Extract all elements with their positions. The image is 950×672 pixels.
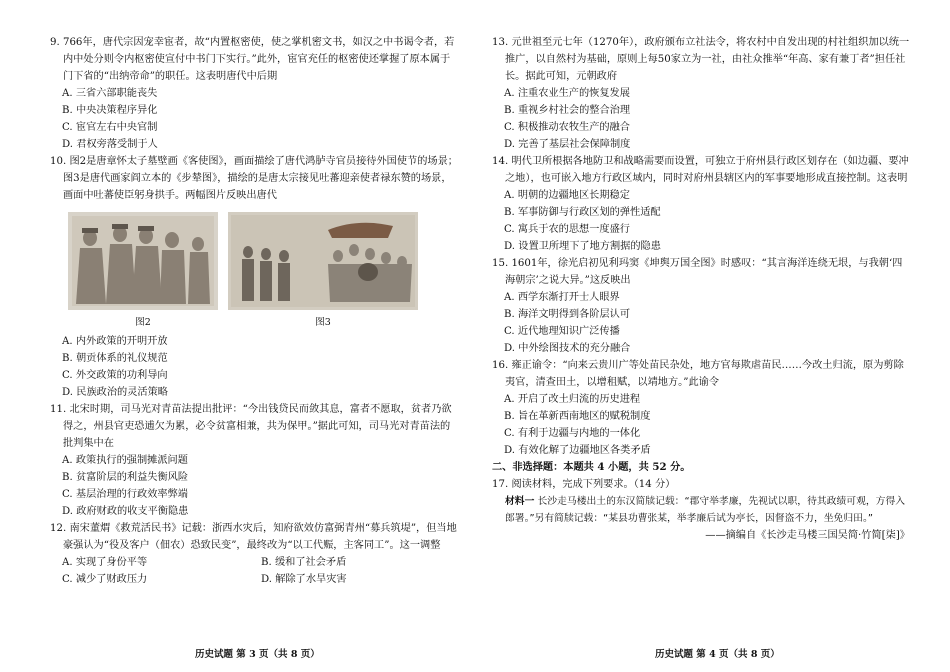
question-15-option-c: C. 近代地理知识广泛传播 (504, 326, 620, 337)
figures-row (68, 212, 460, 331)
question-9-option-a: A. 三省六部职能丧失 (62, 88, 158, 99)
question-13-stem: 13. 元世祖至元七年（1270年），政府颁布立社法令，将农村中自发出现的村社组织加以统一推广，以自然村为基础，原则上每50家立为一社，由社众推举“年高、家有兼丁者”担任社长。据此可知，元朝政府 (492, 37, 910, 82)
material-one-label: 材料一 (505, 496, 535, 507)
footer-page-4: 历史试题 第 4 页（共 8 页） (655, 649, 780, 660)
question-10-option-d: D. 民族政治的灵活策略 (62, 387, 168, 398)
question-11-option-d: D. 政府财政的收支平衡隐患 (62, 506, 189, 517)
footer-page-3: 历史试题 第 3 页（共 8 页） (195, 649, 320, 660)
question-13-option-c: C. 积极推动农牧生产的融合 (504, 122, 630, 133)
bunian-painting-image (228, 212, 418, 310)
question-10-option-c: C. 外交政策的功利导向 (62, 370, 168, 381)
mural-painting-image (68, 212, 218, 310)
question-9-option-d: D. 君权旁落受制于人 (62, 139, 158, 150)
question-16-option-c: C. 有利于边疆与内地的一体化 (504, 428, 641, 439)
question-9-option-b: B. 中央决策程序异化 (62, 105, 158, 116)
question-11-option-b: B. 贫富阶层的利益失衡风险 (62, 472, 189, 483)
question-12-options (50, 554, 460, 588)
right-page (492, 34, 910, 544)
question-16-stem: 16. 雍正谕令：“向来云贵川广等处苗民杂处，地方官每欺虐苗民……今改土归流，原为剪除夷官，清查田土，以增租赋，以靖地方。”此谕令 (492, 360, 904, 388)
material-one-text: 长沙走马楼出土的东汉简牍记载：“郡守举孝廉，先视试以职，待其政绩可观，方得入郎署。”另有简牍记载：“某县功曹张某，举孝廉后试为亭长，因督盗不力，坐免归田。” (505, 496, 906, 524)
question-15-option-d: D. 中外绘图技术的充分融合 (504, 343, 631, 354)
question-12-option-a: A. 实现了身份平等 (62, 557, 148, 568)
question-15-option-a: A. 西学东渐打开士人眼界 (504, 292, 620, 303)
question-14-option-a: A. 明朝的边疆地区长期稳定 (504, 190, 630, 201)
question-14-option-d: D. 设置卫所埋下了地方割据的隐患 (504, 241, 661, 252)
question-15-option-b: B. 海洋文明得到各阶层认可 (504, 309, 631, 320)
question-12-option-d: D. 解除了水旱灾害 (261, 574, 347, 585)
material-one (492, 493, 910, 527)
figure-2-caption: 图2 (135, 317, 151, 328)
question-16-option-b: B. 旨在革新西南地区的赋税制度 (504, 411, 651, 422)
question-11-stem: 11. 北宋时期，司马光对青苗法提出批评：“今出钱贷民而敛其息，富者不愿取，贫者乃欲得之，州县官吏恐逋欠为累，必令贫富相兼，共为保甲。”据此可知，司马光对青苗法的批判集中在 (50, 404, 452, 449)
question-11-option-a: A. 政策执行的强制摊派问题 (62, 455, 188, 466)
question-17-stem: 17. 阅读材料，完成下列要求。（14 分） (492, 479, 676, 490)
question-13-option-b: B. 重视乡村社会的整合治理 (504, 105, 631, 116)
question-12-stem: 12. 南宋董煟《救荒活民书》记载：浙西水灾后，知府欲效仿富弼青州“募兵筑堤”，但当地豪强认为“役及客户（佃农）恐致民变”，最终改为“以工代赈，主客同工”。这一调整 (50, 523, 457, 551)
question-12-option-b: B. 缓和了社会矛盾 (261, 557, 347, 568)
left-page (50, 34, 460, 588)
material-source: ——摘编自《长沙走马楼三国吴简·竹简[柒]》 (705, 530, 910, 541)
question-13-option-a: A. 注重农业生产的恢复发展 (504, 88, 630, 99)
section-2-heading: 二、非选择题：本题共 4 小题，共 52 分。 (492, 461, 691, 473)
question-10-option-a: A. 内外政策的开明开放 (62, 336, 168, 347)
question-14-option-b: B. 军事防御与行政区划的弹性适配 (504, 207, 661, 218)
question-14-option-c: C. 寓兵于农的思想一度盛行 (504, 224, 630, 235)
question-13-option-d: D. 完善了基层社会保障制度 (504, 139, 631, 150)
question-16-option-a: A. 开启了改土归流的历史进程 (504, 394, 641, 405)
figure-2 (68, 212, 218, 331)
figure-3-caption: 图3 (315, 317, 331, 328)
question-12-option-c: C. 减少了财政压力 (62, 574, 148, 585)
question-16-option-d: D. 有效化解了边疆地区各类矛盾 (504, 445, 651, 456)
question-10-stem: 10. 图2是唐章怀太子墓壁画《客使图》，画面描绘了唐代鸿胪寺官员接待外国使节的场景；图3是唐代画家阎立本的《步辇图》，描绘的是唐太宗接见吐蕃迎亲使者禄东赞的场景，画面中吐蕃使臣躬身拱手。两幅图片反映出唐代 (50, 156, 458, 201)
question-9-stem: 9. 766年，唐代宗因宠幸宦者，故“内置枢密使，使之掌机密文书，如汉之中书谒令者，若内中处分则令内枢密使宣付中书门下实行。”此外，宦官充任的枢密使还掌握了原本属于门下省的“出纳帝命”的职任。这表明唐代中后期 (50, 37, 455, 82)
question-11-option-c: C. 基层治理的行政效率弊端 (62, 489, 188, 500)
question-9-option-c: C. 宦官左右中央官制 (62, 122, 158, 133)
figure-3 (228, 212, 418, 331)
question-10-option-b: B. 朝贡体系的礼仪规范 (62, 353, 168, 364)
question-15-stem: 15. 1601年，徐光启初见利玛窦《坤舆万国全图》时感叹：“其言海洋连绕无垠，与我朝‘四海朝宗’之说大异。”这反映出 (492, 258, 903, 286)
question-14-stem: 14. 明代卫所根据各地防卫和战略需要而设置，可独立于府州县行政区划存在（如边疆、要冲之地），也可嵌入地方行政区域内，同时对府州县辖区内的军事要地形成直接控制。这表明 (492, 156, 909, 184)
